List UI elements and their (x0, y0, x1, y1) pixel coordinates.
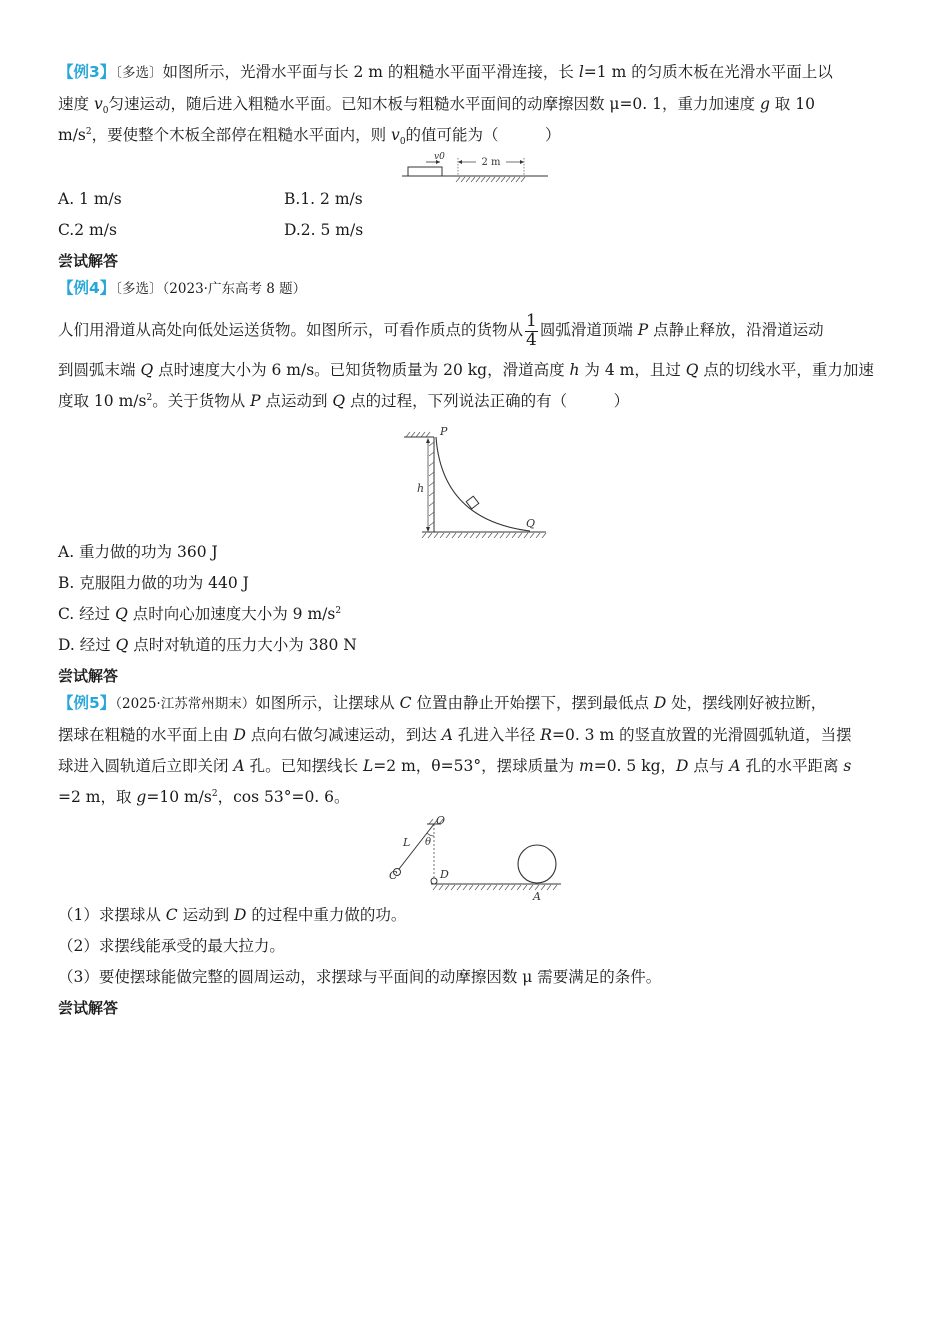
ex5-text: =10 m/s (146, 788, 212, 806)
ex5-superscript: 2 (211, 788, 218, 799)
ex5-source: （2025·江苏常州期末） (115, 696, 256, 712)
ex4-text: 点的切线水平，重力加速 (698, 361, 874, 379)
ex3-option-b: B.1. 2 m/s (284, 190, 363, 208)
example-4-stem (58, 308, 892, 417)
ex5-var-d: D (234, 906, 247, 924)
ex5-figure (385, 812, 565, 906)
ex5-ball-d (431, 878, 437, 884)
ex4-wall-hatch (429, 442, 434, 526)
ex4-superscript: 2 (335, 605, 342, 616)
ex5-line-4 (58, 782, 892, 813)
ex3-text: 匀速运动，随后进入粗糙水平面。已知木板与粗糙水平面间的动摩擦因数 μ=0. 1，重力加速度 (108, 95, 760, 113)
ex3-subscript: 0 (102, 106, 109, 117)
ex4-h-label: h (417, 482, 425, 495)
ex4-figure (398, 420, 550, 538)
ex4-var-h: h (569, 361, 580, 379)
ex4-q-label: Q (526, 517, 536, 530)
ex5-c-label: C (389, 869, 398, 882)
ex5-var-a: A (233, 757, 245, 775)
ex4-option-c-text: C. 经过 (58, 605, 116, 623)
ex4-var-q: Q (140, 361, 154, 379)
ex5-question-3: （3）要使摆球能做完整的圆周运动，求摆球与平面间的动摩擦因数 μ 需要满足的条件。 (58, 968, 662, 986)
ex3-dim-head-left (458, 160, 462, 164)
ex4-option-d (58, 630, 357, 661)
ex4-tag: 【例4】 (58, 279, 116, 297)
ex3-line-2 (58, 89, 892, 120)
ex4-height-head-bottom (426, 527, 430, 532)
ex5-var-a: A (441, 726, 453, 744)
ex4-option-d-text: 点时对轨道的压力大小为 380 N (128, 636, 357, 654)
ex4-ground-hatch (422, 533, 546, 538)
ex5-o-label: O (436, 814, 446, 827)
ex5-circular-track (518, 845, 556, 883)
ex3-figure (398, 148, 558, 184)
ex4-fraction (525, 313, 538, 349)
ex5-text: 球进入圆轨道后立即关闭 (58, 757, 234, 775)
ex5-text: 位置由静止开始摆下，摆到最低点 (411, 694, 654, 712)
ex5-question-1-text: 的过程中重力做的功。 (246, 906, 407, 924)
ex5-text: 点向右做匀减速运动，到达 (245, 726, 442, 744)
ex5-text: 孔进入半径 (452, 726, 541, 744)
ex4-arc-slide (436, 437, 530, 531)
ex5-d-label: D (440, 868, 449, 881)
ex4-option-b: B. 克服阻力做的功为 440 J (58, 574, 249, 592)
ex5-line-3 (58, 751, 892, 782)
ex3-text: 如图所示，光滑水平面与长 2 m 的粗糙水平面平滑连接，长 (162, 63, 579, 81)
ex5-try-answer: 尝试解答 (58, 999, 119, 1017)
ex4-source: （2023·广东高考 8 题） (162, 281, 307, 297)
ex4-var-q: Q (115, 636, 129, 654)
ex5-question-1-text: （1）求摆球从 (58, 906, 166, 924)
ex4-var-p: P (637, 321, 649, 339)
ex5-var-c: C (165, 906, 178, 924)
ex3-v0-label: v0 (434, 152, 445, 162)
ex3-text: 取 10 (769, 95, 815, 113)
ex3-length-label: 2 m (481, 157, 501, 168)
ex5-theta-label: θ (425, 837, 432, 848)
ex4-line-1 (58, 308, 892, 352)
ex4-line-2 (58, 355, 892, 386)
ex4-superscript: 2 (146, 392, 153, 403)
ex4-type-label: 〔多选〕 (115, 281, 163, 297)
ex3-subscript: 0 (399, 137, 406, 148)
ex3-text: ，要使整个木板全部停在粗糙水平面内，则 (91, 126, 392, 144)
ex4-text: 圆弧滑道顶端 (539, 321, 638, 339)
ex5-var-l: L (363, 757, 374, 775)
ex4-option-c-text: 点时向心加速度大小为 9 m/s (127, 605, 336, 623)
ex5-question-1-text: 运动到 (177, 906, 235, 924)
ex4-text: 。关于货物从 (152, 392, 251, 410)
ex3-var-g: g (759, 95, 770, 113)
ex5-var-c: C (399, 694, 412, 712)
ex3-tag: 【例3】 (58, 63, 116, 81)
ex5-text: =0. 5 kg， (593, 757, 677, 775)
ex3-var-v: v (391, 126, 400, 144)
ex3-line-1 (58, 57, 892, 89)
ex5-var-a: A (729, 757, 741, 775)
ex4-header (58, 273, 306, 305)
ex5-question-1 (58, 900, 406, 931)
ex5-a-label: A (533, 890, 541, 903)
ex5-text: =0. 3 m 的竖直放置的光滑圆弧轨道，当摆 (551, 726, 852, 744)
ex3-var-v: v (93, 95, 103, 113)
ex4-var-q: Q (332, 392, 346, 410)
ex5-text: 点与 (688, 757, 730, 775)
ex5-angle-arc (427, 833, 434, 836)
ex5-var-d: D (653, 694, 667, 712)
ex3-text: m/s (58, 126, 86, 144)
ex4-option-c (58, 599, 341, 630)
ex5-var-r: R (540, 726, 552, 744)
ex4-frac-numerator: 1 (526, 311, 537, 331)
ex4-text: 为 4 m，且过 (579, 361, 686, 379)
ex5-text: =2 m，取 (58, 788, 137, 806)
ex4-text: 点运动到 (260, 392, 333, 410)
ex4-text: 点时速度大小为 6 m/s。已知货物质量为 20 kg，滑道高度 (153, 361, 570, 379)
ex5-text: 孔。已知摆线长 (244, 757, 363, 775)
ex4-text: 点静止释放，沿滑道运动 (648, 321, 824, 339)
ex4-text: 到圆弧末端 (58, 361, 141, 379)
ex4-text: 度取 10 m/s (58, 392, 147, 410)
ex4-option-a: A. 重力做的功为 360 J (58, 543, 218, 561)
ex5-tag: 【例5】 (58, 694, 116, 712)
ex4-top-hatch (406, 432, 430, 437)
ex3-text: 速度 (58, 95, 94, 113)
ex4-var-p: P (250, 392, 261, 410)
ex4-var-q: Q (115, 605, 128, 623)
ex3-line-3 (58, 120, 892, 151)
ex4-try-answer: 尝试解答 (58, 667, 119, 685)
ex5-l-label: L (403, 836, 411, 849)
ex4-text: 人们用滑道从高处向低处运送货物。如图所示，可看作质点的货物从 (58, 321, 524, 339)
ex4-p-label: P (440, 425, 448, 438)
ex5-text: ，cos 53°=0. 6。 (217, 788, 350, 806)
ex5-text: =2 m，θ=53°，摆球质量为 (373, 757, 579, 775)
ex3-board (408, 167, 442, 176)
ex4-option-d-text: D. 经过 (58, 636, 116, 654)
ex3-dim-head-right (520, 160, 524, 164)
ex4-height-head-top (426, 438, 430, 443)
ex5-var-s: s (843, 757, 852, 775)
ex3-option-c: C.2 m/s (58, 221, 117, 239)
ex5-text: 孔的水平距离 (740, 757, 844, 775)
ex3-text: =1 m 的匀质木板在光滑水平面上以 (583, 63, 833, 81)
ex3-option-a: A. 1 m/s (58, 190, 122, 208)
ex5-question-2: （2）求摆线能承受的最大拉力。 (58, 937, 285, 955)
ex3-rough-hatch (456, 177, 525, 182)
ex5-text: 摆球在粗糙的水平面上由 (58, 726, 234, 744)
ex4-line-3 (58, 386, 892, 417)
example-3-stem (58, 57, 892, 151)
ex3-var-l: l (578, 63, 584, 81)
ex5-text: 处，摆线刚好被拉断， (666, 694, 827, 712)
ex3-option-d: D.2. 5 m/s (284, 221, 364, 239)
ex4-frac-denominator: 4 (526, 330, 537, 350)
ex3-try-answer: 尝试解答 (58, 252, 119, 270)
example-5-stem (58, 688, 892, 813)
ex5-var-d: D (233, 726, 246, 744)
ex5-var-d: D (676, 757, 689, 775)
ex5-line-1 (58, 688, 892, 720)
ex5-var-m: m (579, 757, 594, 775)
ex5-var-g: g (136, 788, 147, 806)
ex4-text: 点的过程，下列说法正确的有（ ） (345, 392, 630, 410)
ex4-var-q: Q (685, 361, 699, 379)
ex5-line-2 (58, 720, 892, 751)
ex5-text: 如图所示，让摆球从 (255, 694, 400, 712)
ex3-text: 的值可能为（ ） (405, 126, 561, 144)
ex3-type-label: 〔多选〕 (115, 65, 163, 81)
ex3-superscript: 2 (85, 126, 92, 137)
